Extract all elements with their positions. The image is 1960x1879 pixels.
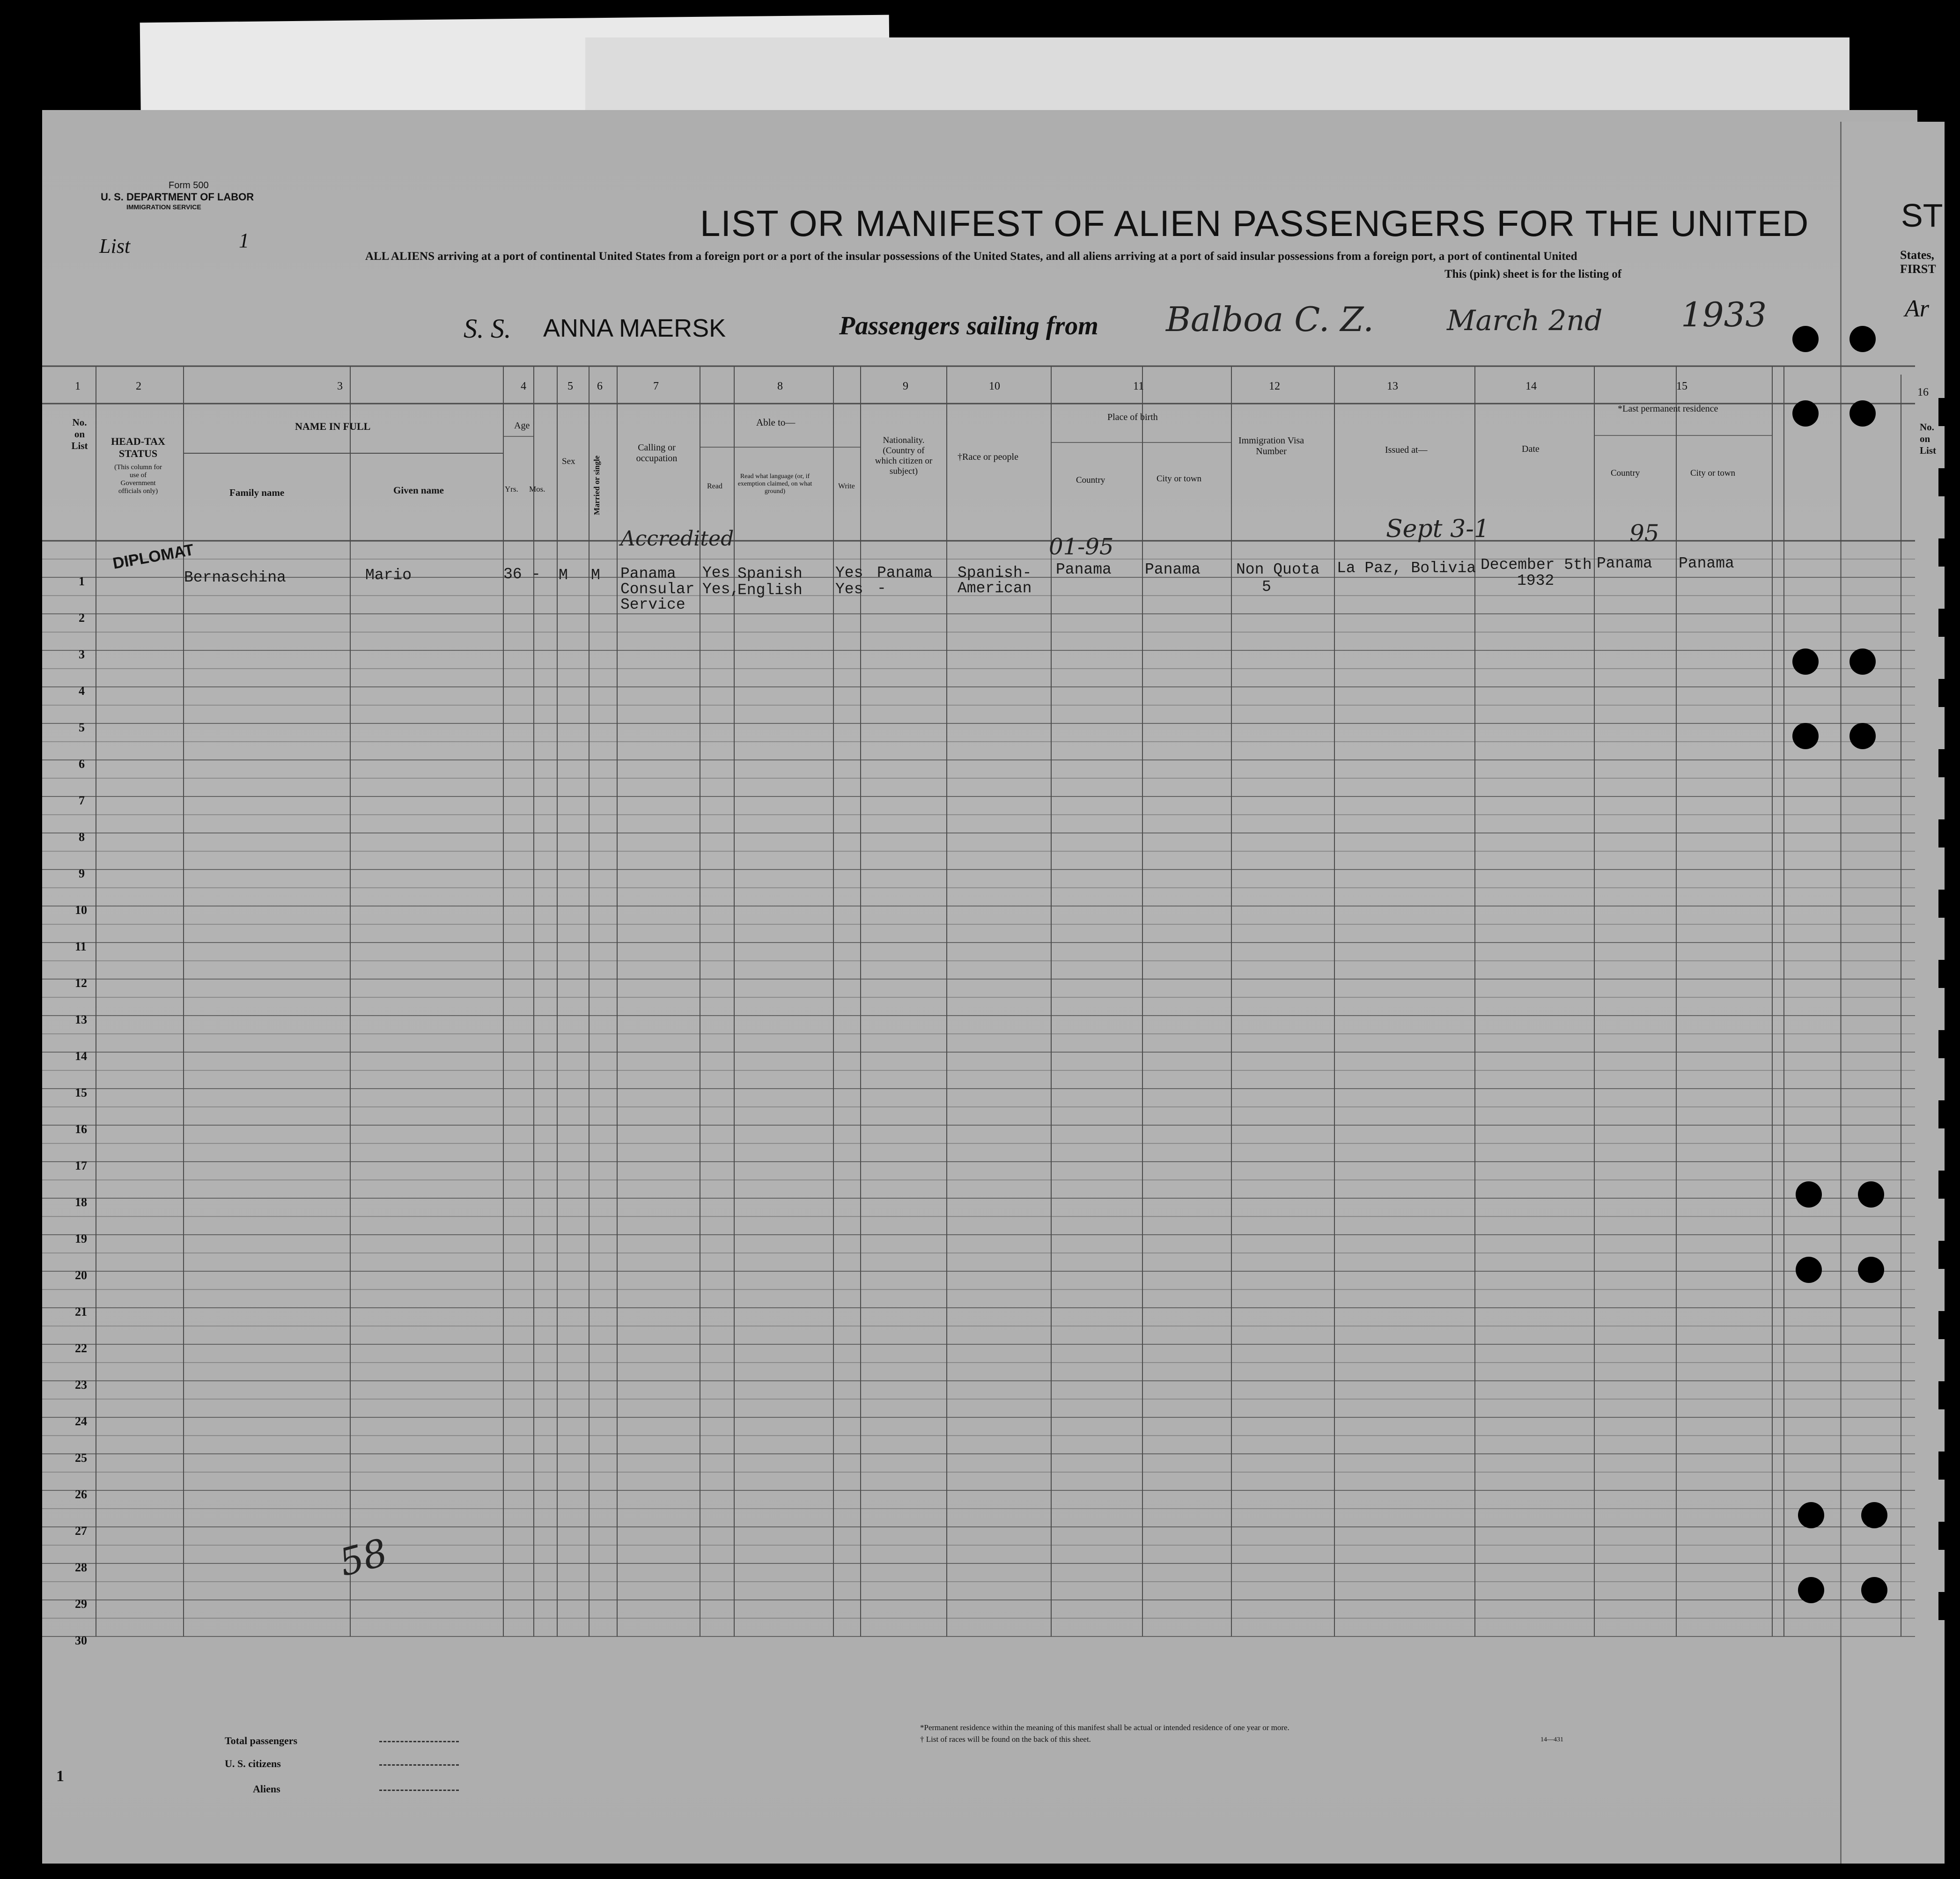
- sex-value: M: [559, 567, 568, 584]
- row-number: 20: [75, 1268, 87, 1282]
- header-able-to: Able to—: [756, 417, 796, 428]
- row-number: 10: [75, 903, 87, 917]
- next-sheet-sub2: FIRST: [1900, 262, 1936, 276]
- date-line-2: 1932: [1517, 572, 1555, 589]
- department: U. S. DEPARTMENT OF LABOR: [101, 191, 254, 203]
- col-num-8: 8: [777, 380, 783, 392]
- col-num-14: 14: [1525, 380, 1537, 392]
- footer-form-code: 14—431: [1540, 1736, 1563, 1743]
- col-num-3: 3: [337, 380, 343, 392]
- header-no-on-list: No. on List: [71, 417, 88, 451]
- read-line-1: Yes: [702, 564, 730, 582]
- row-number: 28: [75, 1561, 87, 1574]
- row-number: 1: [79, 575, 85, 588]
- col-num-10: 10: [989, 380, 1000, 392]
- row-number: 14: [75, 1049, 87, 1063]
- family-name-value: Bernaschina: [184, 569, 286, 586]
- row-number: 11: [75, 940, 87, 953]
- row-number: 22: [75, 1341, 87, 1355]
- header-visa: Immigration Visa Number: [1238, 435, 1304, 457]
- header-right-no: No. on List: [1920, 421, 1937, 456]
- date-line-1: December 5th: [1481, 556, 1592, 574]
- punch-hole: [1796, 1181, 1822, 1208]
- col-num-5: 5: [567, 380, 573, 392]
- res-city-value: Panama: [1679, 555, 1734, 572]
- row-number: 15: [75, 1086, 87, 1099]
- row-number: 13: [75, 1013, 87, 1026]
- col-num-16: 16: [1917, 386, 1929, 398]
- header-read: Read: [707, 482, 722, 490]
- punch-hole: [1849, 648, 1876, 675]
- port-handwritten: Balboa C. Z.: [1166, 300, 1374, 339]
- footer-us-citizens: U. S. citizens: [225, 1758, 281, 1769]
- header-calling: Calling or occupation: [636, 442, 678, 464]
- next-sheet-sub1: States,: [1900, 248, 1934, 262]
- married-value: M: [591, 567, 600, 584]
- row-number: 30: [75, 1634, 87, 1647]
- list-value: 1: [239, 229, 249, 252]
- col-num-9: 9: [903, 380, 908, 392]
- write-line-2: Yes: [835, 581, 863, 598]
- punch-hole: [1792, 326, 1819, 352]
- language-line-1: Spanish: [737, 565, 803, 582]
- row-number: 6: [79, 757, 85, 771]
- col-num-12: 12: [1269, 380, 1280, 392]
- row-number: 2: [79, 611, 85, 625]
- row-number: 7: [79, 794, 85, 807]
- punch-hole: [1798, 1502, 1824, 1528]
- header-yrs: Yrs.: [505, 485, 518, 494]
- punch-hole: [1792, 400, 1819, 427]
- header-birth-city: City or town: [1157, 474, 1202, 484]
- margin-mark: 58: [334, 1530, 392, 1585]
- header-read-language: Read what language (or, if exemption claimed, on what ground): [737, 473, 812, 495]
- row-number: 5: [79, 721, 85, 734]
- footer-total-passengers: Total passengers: [225, 1735, 298, 1746]
- header-res-country: Country: [1611, 468, 1640, 478]
- year-handwritten: 1933: [1681, 295, 1767, 334]
- row-number: 3: [79, 648, 85, 661]
- header-sex: Sex: [562, 457, 575, 466]
- age-yrs-value: 36: [503, 566, 522, 583]
- row-number: 24: [75, 1415, 87, 1428]
- manifest-subtitle: ALL ALIENS arriving at a port of continental United States from a foreign port or a port of the insular possessions of the United States, and all aliens arriving at a port of said insular possessions from a foreign port, a port of continental United: [365, 250, 1577, 263]
- col-num-15: 15: [1676, 380, 1687, 392]
- col-num-1: 1: [75, 380, 81, 392]
- col-num-2: 2: [136, 380, 141, 392]
- birth-country-value: Panama: [1056, 561, 1112, 578]
- header-family-name: Family name: [229, 487, 285, 498]
- punch-hole: [1849, 400, 1876, 427]
- col-num-4: 4: [521, 380, 526, 392]
- footer-aliens: Aliens: [253, 1783, 280, 1795]
- header-mos: Mos.: [529, 485, 545, 494]
- header-last-residence: *Last permanent residence: [1618, 404, 1718, 414]
- row-number: 8: [79, 830, 85, 844]
- header-given-name: Given name: [393, 485, 444, 496]
- col-num-6: 6: [597, 380, 603, 392]
- punch-hole: [1792, 723, 1819, 749]
- row-number: 12: [75, 976, 87, 990]
- calling-line-1: Panama: [620, 565, 676, 582]
- age-mos-value: -: [531, 566, 541, 583]
- header-nationality: Nationality. (Country of which citizen or subject): [875, 435, 933, 476]
- issued-note: Sept 3-1: [1386, 515, 1489, 543]
- row-number: 16: [75, 1122, 87, 1136]
- row-number: 26: [75, 1488, 87, 1501]
- header-place-of-birth: Place of birth: [1107, 412, 1158, 422]
- race-line-1: Spanish-: [958, 564, 1032, 582]
- given-name-value: Mario: [365, 567, 412, 584]
- punch-hole: [1798, 1577, 1824, 1603]
- birth-city-value: Panama: [1145, 561, 1201, 578]
- ship-name: ANNA MAERSK: [543, 314, 726, 342]
- head-tax-stamp: DIPLOMAT: [111, 541, 195, 573]
- row-number: 21: [75, 1305, 87, 1319]
- visa-line-1: Non Quota: [1236, 561, 1320, 578]
- row-number: 17: [75, 1159, 87, 1172]
- header-married: Married or single: [592, 455, 601, 515]
- list-label: List: [99, 235, 131, 258]
- punch-hole: [1861, 1502, 1887, 1528]
- row-number: 19: [75, 1232, 87, 1245]
- punch-hole: [1792, 648, 1819, 675]
- punch-hole: [1858, 1257, 1884, 1283]
- write-line-1: Yes: [835, 564, 863, 582]
- calling-line-3: Service: [620, 596, 685, 613]
- service: IMMIGRATION SERVICE: [126, 203, 201, 211]
- ss-label: S. S.: [464, 313, 511, 344]
- footer-note-2: † List of races will be found on the back of this sheet.: [920, 1735, 1091, 1744]
- edge-notches: [1938, 398, 1960, 1662]
- footer-left-mark: 1: [56, 1768, 64, 1785]
- header-issued-at: Issued at—: [1385, 445, 1428, 455]
- row-number: 18: [75, 1195, 87, 1209]
- punch-hole: [1796, 1257, 1822, 1283]
- header-age: Age: [514, 420, 530, 431]
- header-head-tax-note: (This column for use of Government officials only): [114, 464, 162, 495]
- calling-note: Accredited: [620, 527, 734, 551]
- read-line-2: Yes,: [702, 581, 740, 598]
- header-name-in-full: NAME IN FULL: [295, 420, 371, 432]
- punch-hole: [1861, 1577, 1887, 1603]
- date-handwritten: March 2nd: [1447, 304, 1603, 337]
- language-line-2: English: [737, 582, 803, 599]
- row-number: 29: [75, 1597, 87, 1611]
- header-write: Write: [838, 482, 855, 490]
- row-number: 23: [75, 1378, 87, 1392]
- footer-note-1: *Permanent residence within the meaning of this manifest shall be actual or intended residence of one year or more.: [920, 1723, 1289, 1732]
- header-race: †Race or people: [958, 452, 1018, 462]
- date-note: 95: [1629, 520, 1659, 547]
- nationality-line-1: Panama: [877, 564, 933, 582]
- header-birth-country: Country: [1076, 475, 1105, 485]
- col-num-13: 13: [1387, 380, 1398, 392]
- header-res-city: City or town: [1690, 468, 1736, 478]
- punch-hole: [1849, 723, 1876, 749]
- punch-hole: [1849, 326, 1876, 352]
- punch-hole: [1858, 1181, 1884, 1208]
- nationality-line-2: -: [877, 580, 886, 597]
- form-number: Form 500: [169, 180, 209, 191]
- sailing-label: Passengers sailing from: [839, 311, 1098, 340]
- row-number: 27: [75, 1524, 87, 1538]
- col-num-7: 7: [653, 380, 659, 392]
- row-number: 25: [75, 1451, 87, 1465]
- col-num-11: 11: [1133, 380, 1144, 392]
- row-number: 9: [79, 867, 85, 880]
- race-line-2: American: [958, 580, 1032, 597]
- issued-at-value: La Paz, Bolivia: [1337, 560, 1476, 577]
- res-country-value: Panama: [1597, 555, 1652, 572]
- manifest-subtitle-2: This (pink) sheet is for the listing of: [1444, 268, 1622, 280]
- header-date: Date: [1522, 444, 1540, 454]
- manifest-title: LIST OR MANIFEST OF ALIEN PASSENGERS FOR THE UNITED: [700, 203, 1809, 244]
- next-sheet-sub3: Ar: [1905, 295, 1929, 322]
- visa-line-2: 5: [1262, 578, 1271, 596]
- header-head-tax: HEAD-TAX STATUS: [111, 435, 165, 459]
- row-number: 4: [79, 684, 85, 698]
- calling-line-2: Consular: [620, 581, 695, 598]
- birth-note: 01-95: [1049, 534, 1114, 560]
- next-sheet-title: ST: [1901, 197, 1943, 234]
